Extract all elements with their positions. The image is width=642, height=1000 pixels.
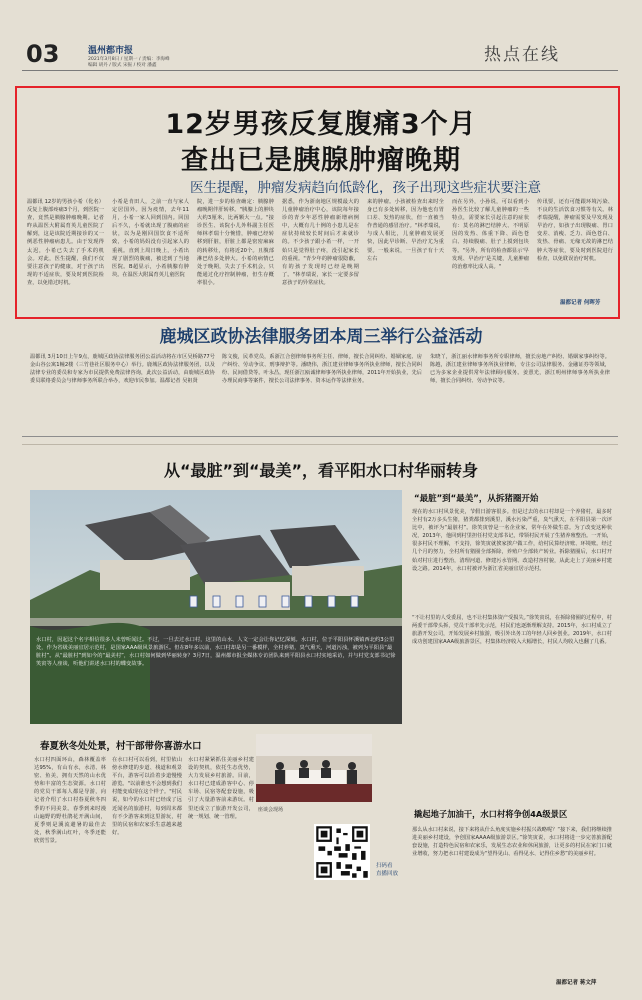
feature-right-title-2: 撬起地子加油干，水口村将争创4A级景区 xyxy=(414,809,568,819)
paper-name: 温州都市报 xyxy=(88,46,134,56)
feature-right-title: “最脏”到“最美”，从拆猪圈开始 xyxy=(414,494,539,504)
news2-col-1: 温都讯 3月10日上午9点，鹿城区政协法律服务团公益活动将在市区吴桥路77号金山谷公寓1幢2楼（三竹巷社区服务中心）举行。鹿城区政协法律服务团，以及法律专业的委员和专家为市民提供免费法律咨询，此次公益活动，由鹿城区政协委员联络委员会与律师事务所联合举办，欢迎市民参加。温都记者 吴祖贤 xyxy=(30,354,215,385)
news2-col-2: 陈文俊，民革党员，系浙江合创律师事务所主任、律师，擅长合同纠纷、婚姻家庭、房产纠纷、劳动争议、刑事辩护等。潘晓伟，浙江建业律师事务所执业律师，擅长合同纠纷、民间借贷等。叶永昌，现任浙江瓯诚律师事务所执业律师，2011年开始执业，先后办理民商事等案件，擅长公司法律事务、资本运作等法律业务。 xyxy=(222,354,422,385)
qr-caption: 扫码看 直播回放 xyxy=(376,863,399,877)
feature-right-body-3: 那么从水口村来说，接下来将从什么角度实施乡村振兴战略呢？“接下来，我们将继续推进美丽乡村建设，争创国家AAAA级旅游景区。”徐笑寅说，水口村将进一步完善旅游配套设施，打造特色民宿和农家乐，发展生态农业和休闲旅游，让更多的村民在家门口就业增收，努力把水口村建设成为“望得见山、看得见水、记得住乡愁”的美丽乡村。 xyxy=(412,827,612,858)
lead-col-5: 来的肿瘤。小孩被检查出来时全身已有多处转移，因为他也有胃口差、发热的症状，但一直被当作普通的感冒治疗。"林孝瑞说，与成人相比，儿童肿瘤发展更快，因此早诊断、早治疗尤为重要。一般来说，一旦孩子有十天左右 xyxy=(367,199,444,262)
feature-left-col-3: 水口村紧紧抓住美丽乡村建设的契机，依托生态优势，大力发展乡村旅游。目前，水口村已建成游客中心、停车场、民宿等配套设施，吸引了大量游客前来游玩。村里还成立了旅游开发公司，统一规划、统一管理。 xyxy=(188,757,254,820)
photo-caption: 水口村，因起这个名字相信很多人未曾听闻过。不过，一旦去过水口村，这里的山水、人文一定会让你记忆深刻。水口村，位于平阳县怀溪镇西北约3公里处，作为省级美丽宜居示范村，是国家AAA级风景旅游区。但在8年多以前，水口村却是另一番模样，全村养猪，臭气熏天，河道污浊，被列为平阳县“最脏村”。从“最脏村”到如今的“最美村”，水口村如何做到华丽转身？3月7日，温州都市报全媒体专访团队来到平阳县水口村实地采访，并与村党支部书记徐笑寅等人座谈，听他们讲述水口村的蝶变故事。 xyxy=(36,637,396,667)
lead-col-4: 据悉，作为浙南地区规模最大的儿童肿瘤治疗中心，该院每年接诊的青少年恶性肿瘤新增病例中，大概有几十例的小患儿是在症状持续较长时间后才来就诊的。不少孩子跟小希一样，一开始只是觉得肚子疼，没引起家长的重视。"青少年的肿瘤很隐蔽，有的孩子发现时已经是晚期了。"林孝瑞说，家长一定要多留意孩子的异常症状。 xyxy=(282,199,359,286)
news2-col-3: 朱晓丫，浙江丽水律师事务所专职律师，擅长房地产纠纷、婚姻家事纠纷等。陈越，浙江建业律师事务所执业律师，专注公司法律服务、金融证券等领域，已为多家企业提供常年法律顾问服务。姜憙光，浙江明州律师事务所执业律师，擅长合同纠纷、劳动争议等。 xyxy=(430,354,610,385)
lead-subheadline: 医生提醒，肿瘤发病趋向低龄化，孩子出现这些症状要注意 xyxy=(190,180,541,196)
feature-frame xyxy=(22,444,618,445)
editor-line: 编辑 胡丹 / 版式 宋振 / 校对 潘鑫 xyxy=(88,63,157,68)
feature-left-col-1: 水口村四面环山，森林覆盖率达95%，有山有水，水清、林密、鱼美，拥有天然的山水优势和丰富的生态资源。水口村的党员干部每人都是导游，向记者介绍了水口村春夏秋冬四季的不同美景。春季到来时漫山遍野的野杜鹃花开满山间，夏季则是溪流避暑的最佳去处，秋季满山红叶，冬季还能欣赏雪景。 xyxy=(34,757,106,844)
meeting-caption: 座谈会现场 xyxy=(258,807,284,813)
village-photo xyxy=(30,490,402,724)
meeting-photo xyxy=(256,734,372,802)
lead-col-2: 小希是肯田人，之前一直与家人定居国外。因为疫情，去年11月，小希一家人回到国内。回国后不久，小希就出现了腹痛的症状，以为是刚回国饮食不适所致，小希的妈妈没有引起家人的重视。直到上周日晚上，小希出现了剧烈的腹痛，被送到了当地医院。B超显示，小希胰腺有肿块。在温医大附属育英儿童医院 xyxy=(112,199,189,278)
page-number: 03 xyxy=(26,40,60,68)
feature-right-body-2: “不让村里的人受委屈，也不让村集体资产受损失。”徐笑寅说，在拆除猪圈的过程中，村两委干部带头拆，党员干部率先示范，村民们也逐渐理解支持。2015年，水口村成立了旅游开发公司，开始发展乡村旅游，吸引外出务工的年轻人回乡创业。2019年，水口村成功创建国家AAA级旅游景区，村集体经济收入大幅增长，村民人均收入也翻了几番。 xyxy=(412,615,612,646)
lead-col-7: 传讯要，还有可能跟环境污染、不良的生活饮食习惯等有关。林孝瑞提醒，肿瘤需要及早发现及早治疗，如孩子出现腹痛、胃口变差、消瘦、乏力、面色苍白、发热、骨痛、无缘无故的淋巴结肿大等症状，要及时到医院进行检查，以免耽误治疗时机。 xyxy=(537,199,613,262)
section-name: 热点在线 xyxy=(484,45,560,65)
lead-col-3: 院，进一步的检查确定：胰腺肿瘤晚期伴肝转移。"胰腺上的肿块大约3厘米，比两颗大一点。"接诊医生、该院小儿外科副主任医师林孝瑞十分惋惜，肿瘤已经转移到肝脏，肝脏上都是密密麻麻的转移灶，有将近20个。且腹部淋巴结多处肿大。小希的病情已处于晚期，失去了手术机会，只能通过化疗控制肿瘤，但生存概率很小。 xyxy=(197,199,274,286)
feature-reporter: 温都记者 蒋文萍 xyxy=(556,980,597,986)
masthead xyxy=(0,0,642,72)
lead-col-6: 而在另外，小孙说，可以看到小孙医生比较了解儿童肿瘤的一些特点，需要家长引起注意的症状有：莫名的淋巴结肿大、不明原因的发热、体重下降、面色苍白、持续腹痛、肚子上摸到包块等。"另外，所有的检查都显示'早发现、早治疗'是关键，儿童肿瘤的治愈率比成人高。" xyxy=(452,199,529,270)
lead-headline-line2: 查出已是胰腺肿瘤晚期 xyxy=(181,145,461,176)
lead-reporter: 温都记者 何晖芳 xyxy=(560,300,601,306)
feature-title: 从“最脏”到“最美”，看平阳水口村华丽转身 xyxy=(163,461,479,480)
feature-right-body: 现在的水口村风景优美，节假日游客很多。但是过去的水口村却是一个养猪村，最多时全村有2万多头生猪，猪粪都排到溪里，溪水污染严重，臭气熏天，在平阳县第一次评比中，被评为“最脏村”。徐笑寅曾是一名企业家，常年在外做生意。为了改变这种状况，2013年，他回到村里担任村党支部书记，带领村民开展了生猪养殖整治。一开始，很多村民不理解，不支持，徐笑寅就挨家挨户做工作，给村民算经济账、环境账。经过几个月的努力，全村所有猪圈全部拆除，养殖户全部转产转业。拆除猪圈后，水口村开始对村庄进行整治，清理河道、修建污水管网、改造村容村貌，从此走上了美丽乡村建设之路。2014年，水口村被评为浙江省美丽宜居示范村。 xyxy=(412,509,612,572)
date-line: 2021年3月8日 / 星期一 / 责编：李海峰 xyxy=(88,57,170,62)
feature-left-title: 春夏秋冬处处景，村干部带你喜游水口 xyxy=(40,741,202,752)
feature-left-col-2: 在水口村可以看到，村里依山傍水修建的步道、栈道和观景平台，游客可以沿着步道慢慢游览。"以前谁也不会想到我们村能变成现在这个样子。"村民说，如今的水口村已经成了远近闻名的旅游村，每到周末都有不少游客来到这里游玩，村里的民宿和农家乐生意越来越好。 xyxy=(112,757,182,836)
qr-code[interactable] xyxy=(314,824,370,880)
news2-title: 鹿城区政协法律服务团本周三举行公益活动 xyxy=(159,327,483,347)
lead-headline-line1: 12岁男孩反复腹痛3个月 xyxy=(165,109,477,140)
masthead-rule xyxy=(22,70,618,71)
news2-divider xyxy=(22,436,618,437)
lead-col-1: 温都讯 12岁的男孩小希（化名）反复上腹部疼痛3个月，到医院一查，竟然是胰腺肿瘤晚期。记者昨从温医大附属育英儿童医院了解到，这是该院近期接诊的又一例恶性肿瘤病患儿。由于发现得太迟，小希已失去了手术的机会。对此，医生提醒，我们不仅要注意孩子的健康，对于孩子出现的不适症状，要及时到医院检查，以免错过时机。 xyxy=(27,199,104,286)
